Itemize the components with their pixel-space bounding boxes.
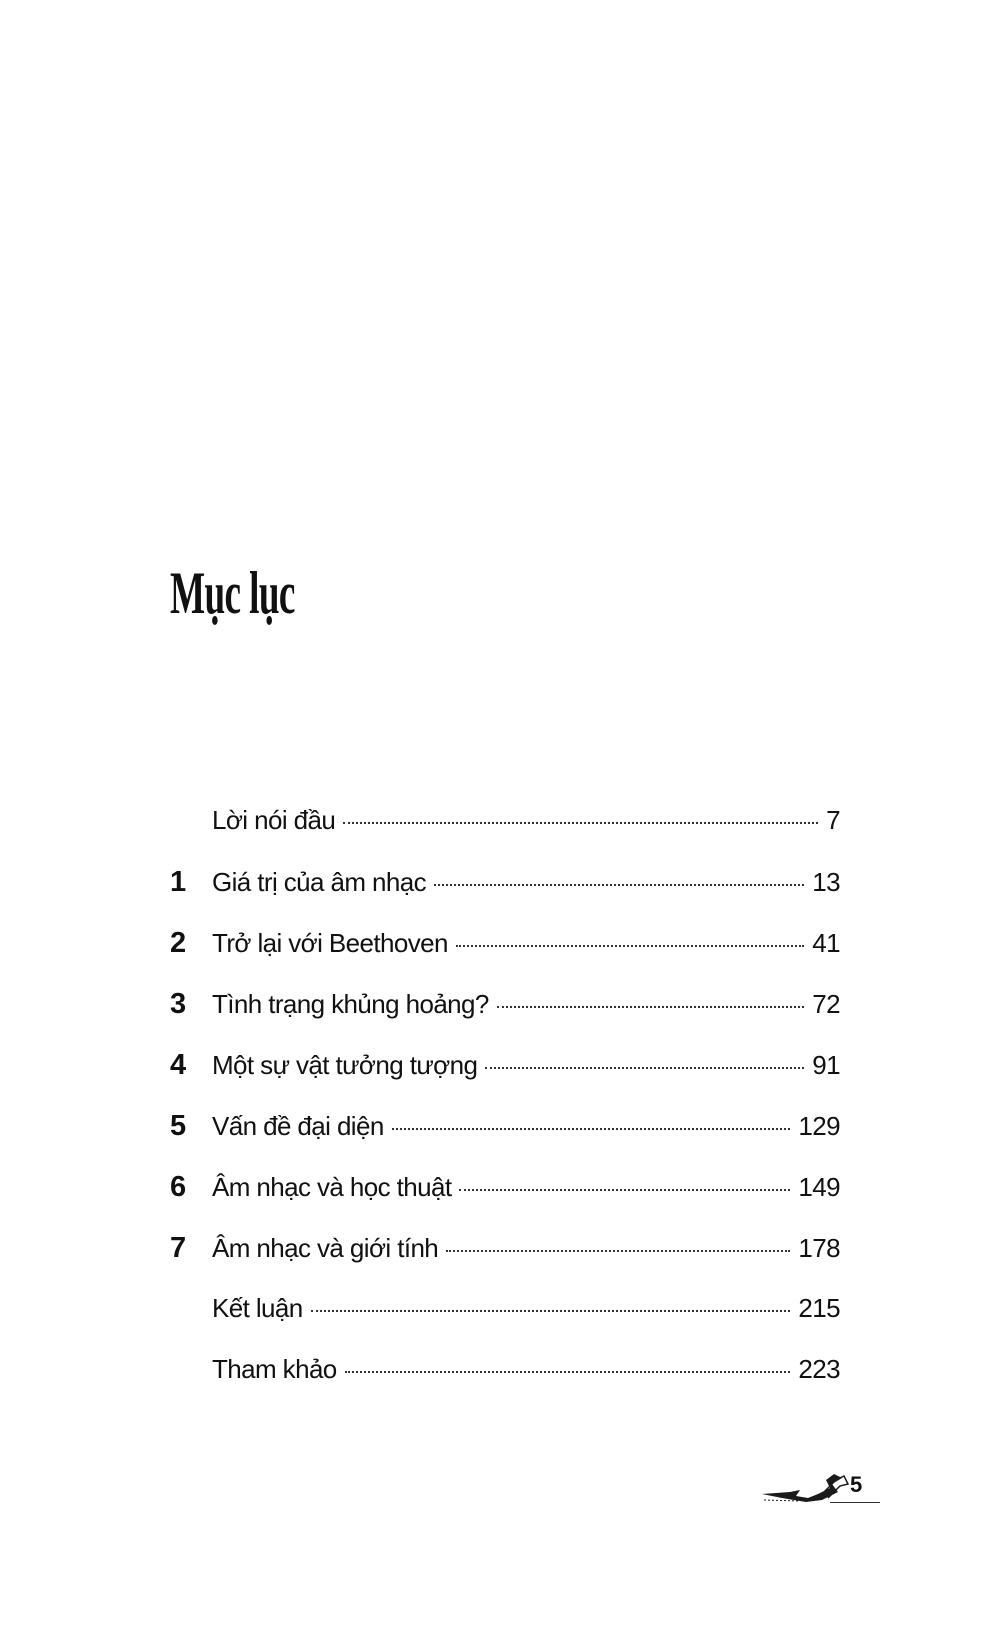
table-of-contents xyxy=(170,805,840,1415)
toc-entry-title: Một sự vật tưởng tượng xyxy=(212,1050,478,1080)
page-title: Mục lục xyxy=(170,560,295,626)
toc-page-number: 7 xyxy=(826,805,840,835)
toc-entry-title: Tham khảo xyxy=(212,1354,337,1384)
toc-chapter-number: 4 xyxy=(170,1049,186,1081)
toc-entry-title: Giá trị của âm nhạc xyxy=(212,867,427,897)
toc-page-number: 223 xyxy=(798,1354,840,1384)
toc-leader-dots xyxy=(392,1128,791,1130)
toc-chapter-number: 2 xyxy=(170,927,186,959)
toc-entry-chapter-6[interactable] xyxy=(170,1171,840,1232)
toc-page-number: 178 xyxy=(798,1233,840,1263)
toc-leader-dots xyxy=(345,1371,791,1373)
toc-entry-chapter-1[interactable] xyxy=(170,866,840,927)
page-number-rule xyxy=(830,1502,880,1503)
toc-entry-title: Vấn đề đại diện xyxy=(212,1111,384,1141)
toc-leader-dots xyxy=(434,884,804,886)
toc-page-number: 215 xyxy=(798,1293,840,1323)
toc-entry-title: Kết luận xyxy=(212,1293,303,1323)
toc-leader-dots xyxy=(446,1250,790,1252)
toc-leader-dots xyxy=(485,1067,804,1069)
toc-chapter-number: 1 xyxy=(170,866,186,898)
toc-entry-title: Âm nhạc và giới tính xyxy=(212,1233,439,1263)
toc-leader-dots xyxy=(311,1310,791,1312)
page-number: 5 xyxy=(850,1472,863,1497)
toc-chapter-number: 7 xyxy=(170,1232,186,1264)
toc-page-number: 41 xyxy=(812,928,840,958)
toc-chapter-number: 6 xyxy=(170,1171,186,1203)
toc-entry-chapter-2[interactable] xyxy=(170,927,840,988)
toc-page-number: 13 xyxy=(812,867,840,897)
toc-page-number: 149 xyxy=(798,1172,840,1202)
toc-page-number: 91 xyxy=(812,1050,840,1080)
toc-leader-dots xyxy=(459,1189,790,1191)
toc-entry-title: Tình trạng khủng hoảng? xyxy=(212,989,489,1019)
toc-page-number: 129 xyxy=(798,1111,840,1141)
feather-quill-icon xyxy=(760,1470,856,1506)
toc-entry-preface[interactable] xyxy=(170,805,840,866)
toc-entry-chapter-5[interactable] xyxy=(170,1110,840,1171)
toc-leader-dots xyxy=(497,1006,805,1008)
toc-entry-chapter-3[interactable] xyxy=(170,988,840,1049)
toc-chapter-number: 3 xyxy=(170,988,186,1020)
toc-entry-conclusion[interactable] xyxy=(170,1293,840,1354)
toc-leader-dots xyxy=(343,822,818,824)
toc-entry-title: Âm nhạc và học thuật xyxy=(212,1172,452,1202)
toc-page-number: 72 xyxy=(812,989,840,1019)
toc-entry-title: Lời nói đầu xyxy=(212,805,336,835)
toc-entry-references[interactable] xyxy=(170,1354,840,1415)
toc-leader-dots xyxy=(456,945,804,947)
toc-entry-chapter-4[interactable] xyxy=(170,1049,840,1110)
toc-entry-chapter-7[interactable] xyxy=(170,1232,840,1293)
page-footer xyxy=(760,1470,880,1510)
toc-entry-title: Trở lại với Beethoven xyxy=(212,928,448,958)
toc-chapter-number: 5 xyxy=(170,1110,186,1142)
